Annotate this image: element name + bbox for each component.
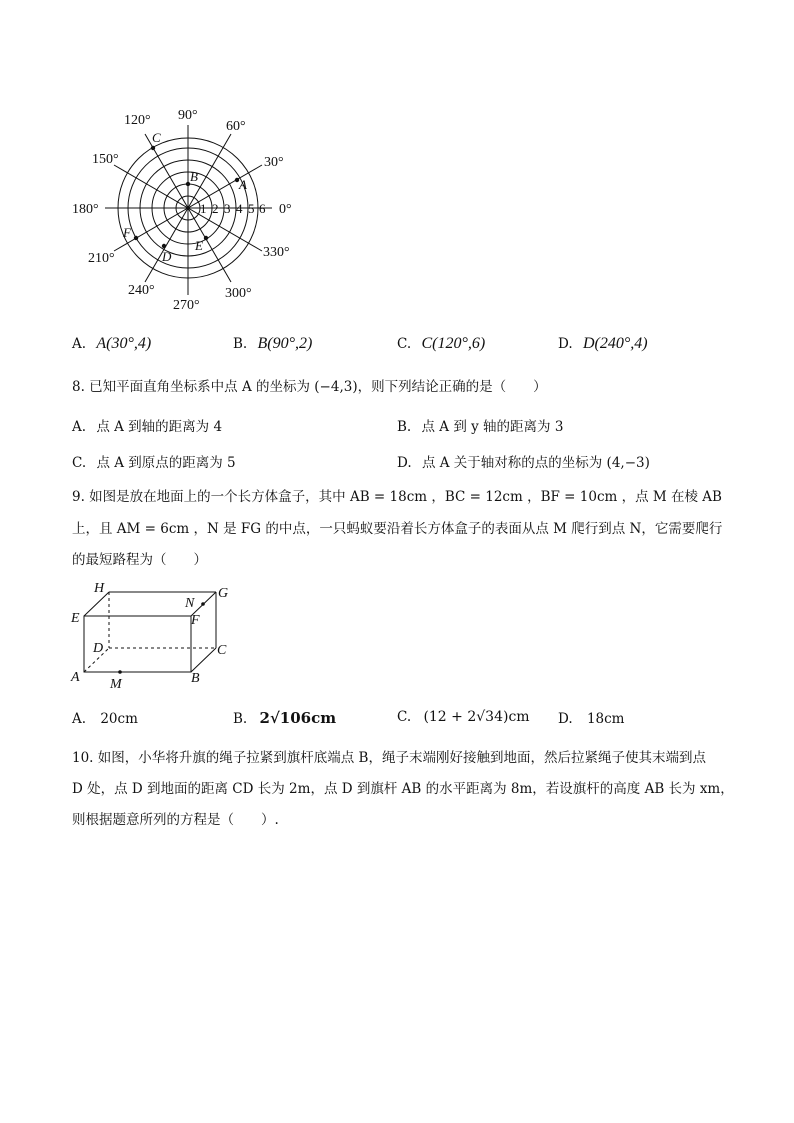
point-n-dot <box>201 602 205 606</box>
option-letter: D. <box>558 711 573 727</box>
point-f-dot <box>134 236 138 240</box>
q9-option-a[interactable] <box>72 711 138 727</box>
option-expr: A(30°,4) <box>96 335 152 352</box>
angle-label-210: 210° <box>88 251 115 266</box>
q8-option-d[interactable] <box>397 451 650 471</box>
q9-option-d[interactable] <box>558 711 624 727</box>
q7-option-d[interactable] <box>558 335 648 353</box>
q7-option-c[interactable] <box>397 335 485 353</box>
polar-figure <box>60 100 310 320</box>
option-expr: C(120°,6) <box>421 335 486 352</box>
q10-stem-line1: 10. 如图，小华将升旗的绳子拉紧到旗杆底端点 B，绳子末端刚好接触到地面，然后拉紧绳子使其末端到点 <box>72 750 706 766</box>
point-b-label: B <box>190 169 198 184</box>
q7-option-b[interactable] <box>233 335 312 353</box>
option-letter: B. <box>233 336 248 352</box>
option-text: 点 A 关于轴对称的点的坐标为 (4,−3) <box>421 455 650 471</box>
vertex-h: H <box>94 581 105 596</box>
vertex-d: D <box>93 641 104 656</box>
q10-stem-line3: 则根据题意所列的方程是（ ）. <box>72 812 279 828</box>
option-text: 点 A 到 y 轴的距离为 3 <box>421 419 564 435</box>
option-letter: A. <box>72 711 87 727</box>
q9-stem-line1: 9. 如图是放在地面上的一个长方体盒子，其中 AB = 18cm ，BC = 12cm ，BF = 10cm ，点 M 在棱 AB <box>72 489 722 505</box>
option-text: 点 A 到轴的距离为 4 <box>96 419 223 435</box>
point-e-label: E <box>195 238 203 253</box>
option-letter: A. <box>72 336 87 352</box>
option-expr: D(240°,4) <box>582 335 648 352</box>
point-e-dot <box>204 236 208 240</box>
option-text: 18cm <box>586 711 625 727</box>
option-text: 2√106cm <box>259 709 337 727</box>
vertex-b: B <box>191 671 200 686</box>
q10-stem-line2: D 处，点 D 到地面的距离 CD 长为 2m，点 D 到旗杆 AB 的水平距离为 8m，若设旗杆的高度 AB 长为 xm， <box>72 781 734 797</box>
angle-label-120: 120° <box>124 113 151 128</box>
option-text: 点 A 到原点的距离为 5 <box>96 455 236 471</box>
point-c-dot <box>151 146 155 150</box>
vertex-f: F <box>191 613 200 628</box>
q9-stem-line3: 的最短路程为（ ） <box>72 552 207 568</box>
point-d-label: D <box>162 249 172 264</box>
option-letter: D. <box>397 455 412 471</box>
angle-label-270: 270° <box>173 298 200 313</box>
vertex-m: M <box>110 677 122 690</box>
q8-stem: 8. 已知平面直角坐标系中点 A 的坐标为 (−4,3)，则下列结论正确的是（ ） <box>72 379 547 395</box>
point-f-label: F <box>123 225 131 240</box>
option-letter: B. <box>233 711 248 727</box>
angle-label-300: 300° <box>225 286 252 301</box>
option-letter: C. <box>72 455 87 471</box>
option-expr: B(90°,2) <box>257 335 313 352</box>
point-d-dot <box>162 244 166 248</box>
q8-option-a[interactable] <box>72 415 222 435</box>
q9-option-c[interactable] <box>397 709 530 725</box>
ring-label-6: 6 <box>259 201 266 216</box>
option-letter: B. <box>397 419 412 435</box>
option-letter: A. <box>72 419 87 435</box>
angle-label-180: 180° <box>72 202 99 217</box>
option-letter: C. <box>397 336 412 352</box>
angle-label-60: 60° <box>226 119 246 134</box>
vertex-n: N <box>185 596 195 611</box>
angle-label-150: 150° <box>92 152 119 167</box>
q8-option-c[interactable] <box>72 451 236 471</box>
option-text: (12 + 2√34)cm <box>423 709 530 725</box>
option-text: 20cm <box>100 711 138 727</box>
ring-label-2: 2 <box>212 201 219 216</box>
angle-label-0: 0° <box>279 202 292 217</box>
ring-label-1: 1 <box>200 201 207 216</box>
point-a-label: A <box>239 177 247 192</box>
q7-option-a[interactable] <box>72 335 151 353</box>
angle-label-90: 90° <box>178 108 198 123</box>
q9-option-b[interactable] <box>233 709 336 727</box>
angle-label-30: 30° <box>264 155 284 170</box>
cuboid-figure <box>60 578 240 690</box>
option-letter: D. <box>558 336 573 352</box>
ring-label-3: 3 <box>224 201 231 216</box>
q9-stem-line2: 上，且 AM = 6cm ，N 是 FG 的中点，一只蚂蚁要沿着长方体盒子的表面从点 M 爬行到点 N，它需要爬行 <box>72 521 723 537</box>
point-c-label: C <box>152 130 161 145</box>
vertex-e: E <box>71 611 80 626</box>
point-m-dot <box>118 670 122 674</box>
vertex-a: A <box>71 670 80 685</box>
vertex-c: C <box>217 643 227 658</box>
option-letter: C. <box>397 709 412 725</box>
angle-label-330: 330° <box>263 245 290 260</box>
ring-label-4: 4 <box>236 201 243 216</box>
ring-label-5: 5 <box>248 201 255 216</box>
vertex-g: G <box>218 586 229 601</box>
q8-option-b[interactable] <box>397 415 563 435</box>
angle-label-240: 240° <box>128 283 155 298</box>
